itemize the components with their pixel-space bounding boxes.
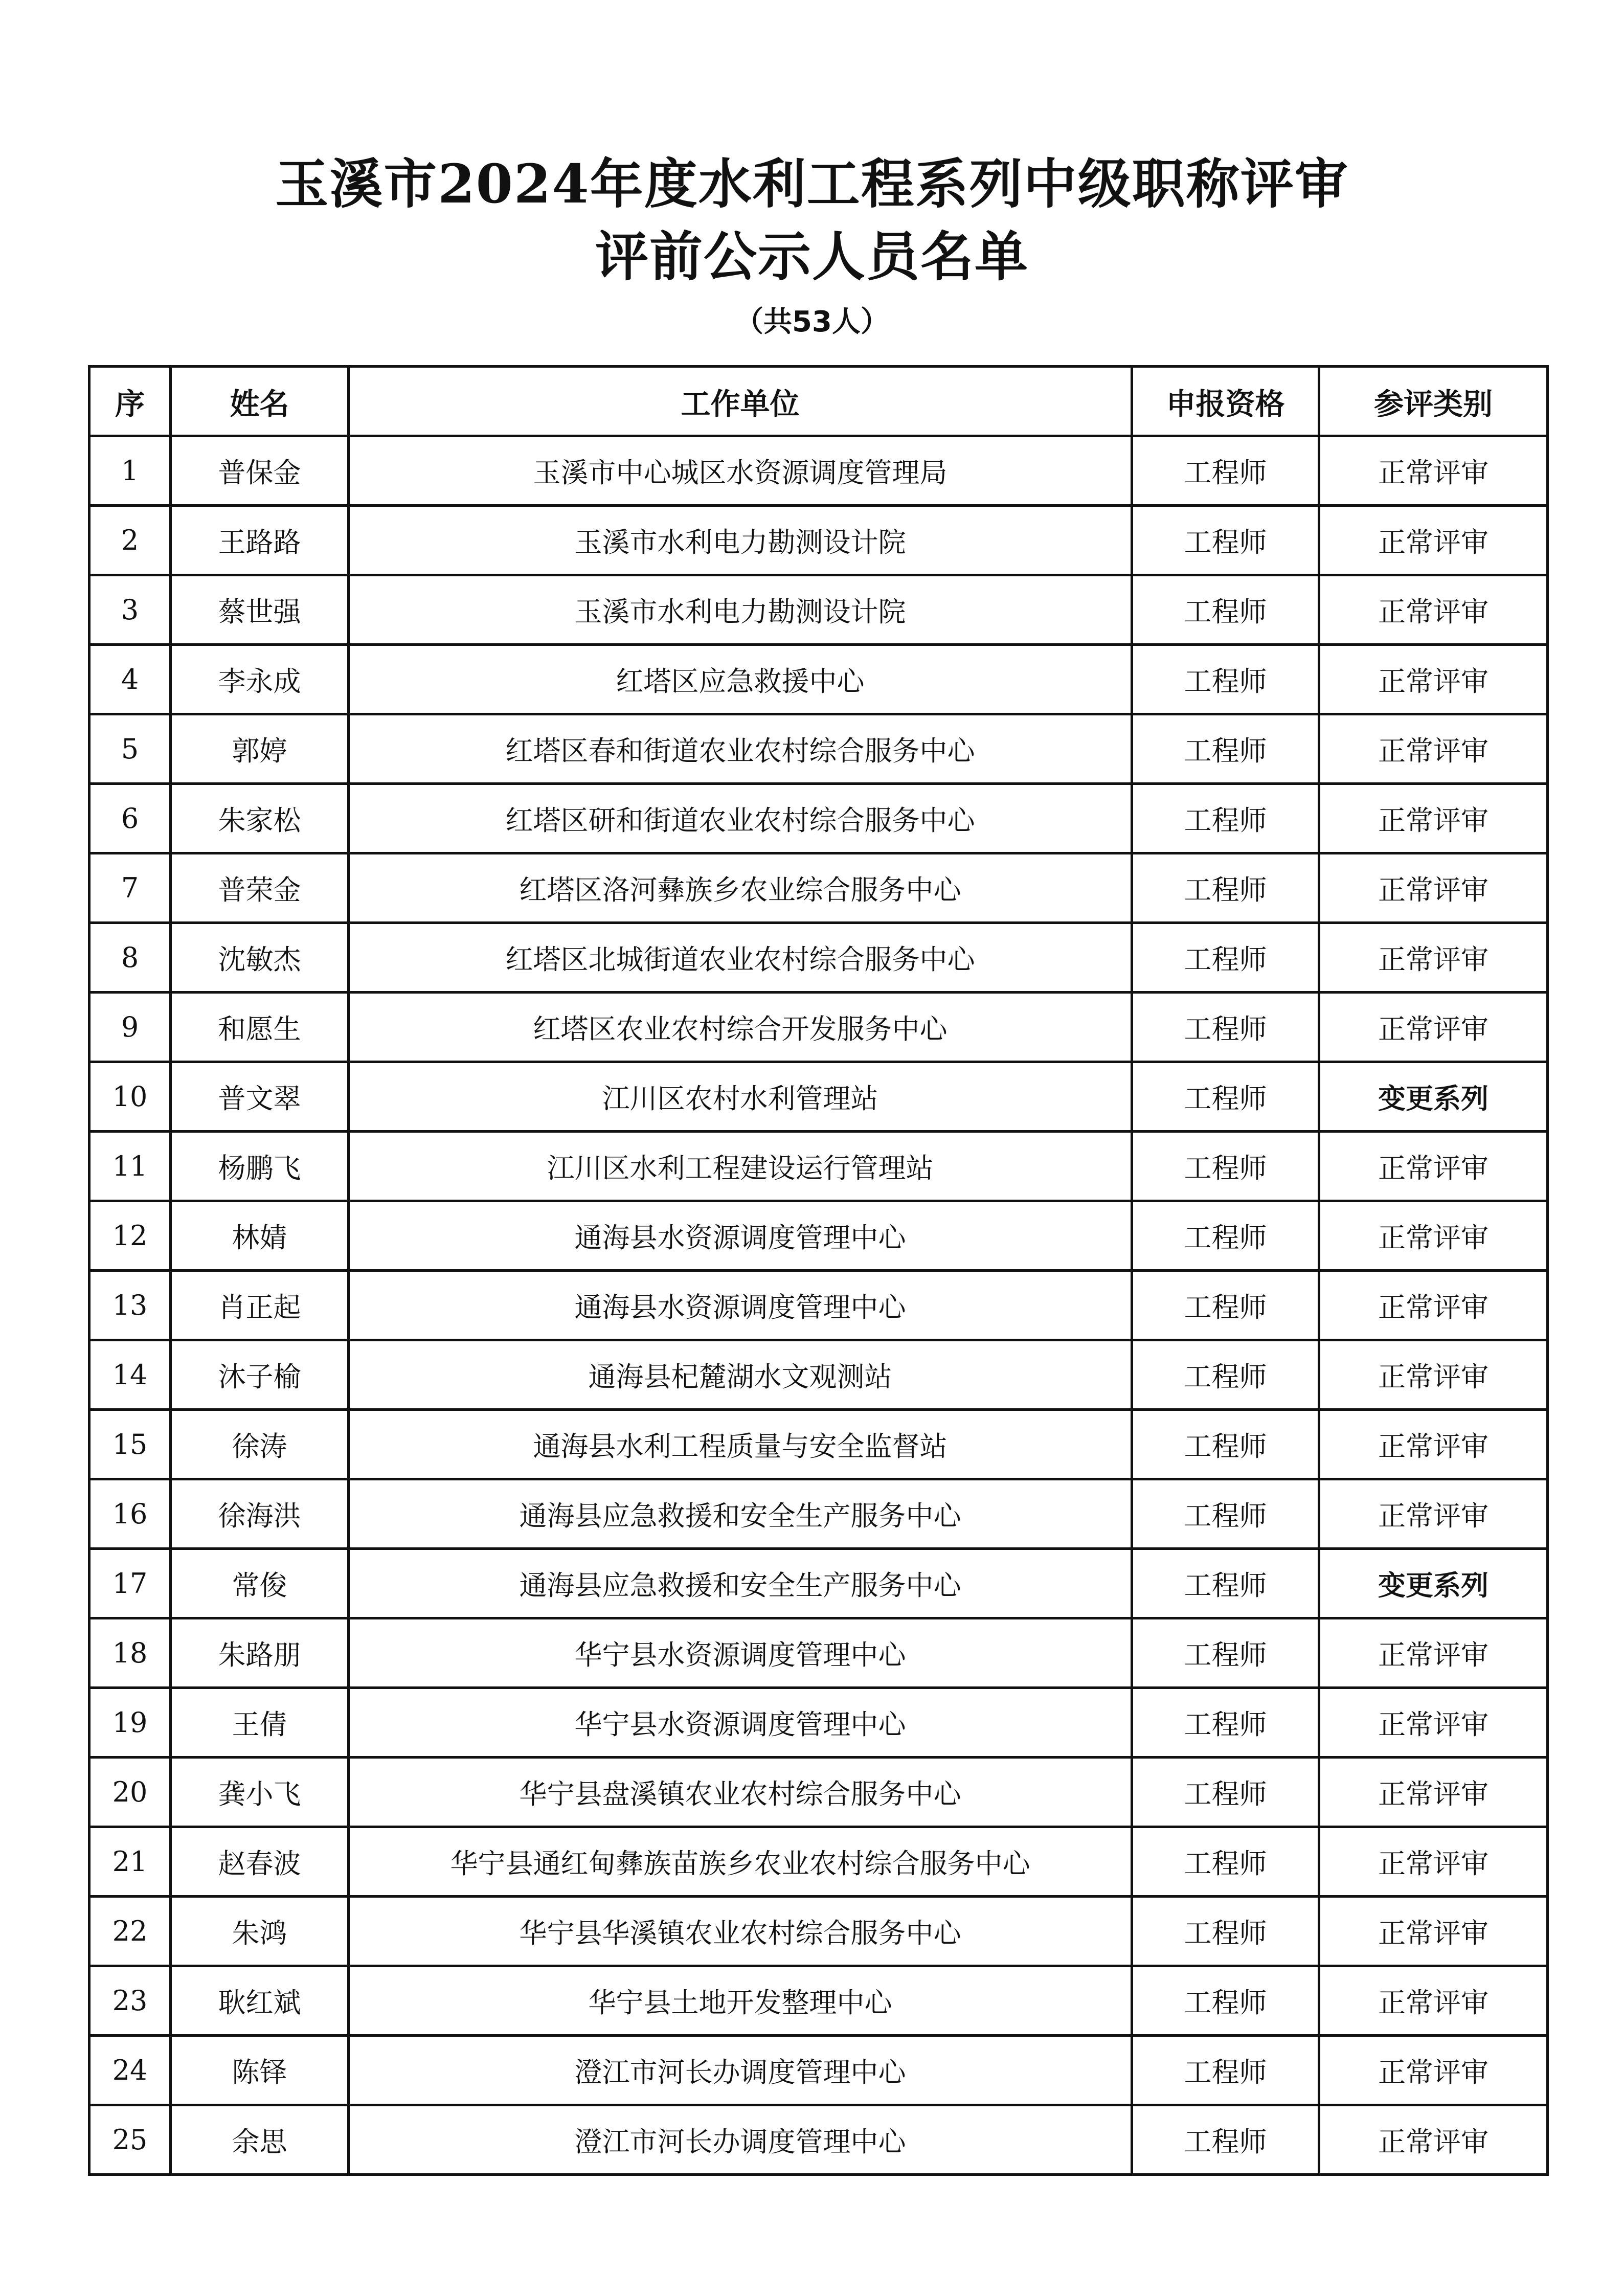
cell-category: 正常评审 bbox=[1319, 923, 1548, 993]
cell-name: 赵春波 bbox=[171, 1827, 349, 1897]
cell-seq: 10 bbox=[89, 1062, 171, 1132]
cell-name: 余思 bbox=[171, 2105, 349, 2175]
cell-unit: 华宁县土地开发整理中心 bbox=[349, 1966, 1132, 2036]
cell-category: 变更系列 bbox=[1319, 1549, 1548, 1618]
table-row bbox=[89, 506, 1548, 575]
cell-unit: 华宁县水资源调度管理中心 bbox=[349, 1688, 1132, 1758]
table-row bbox=[89, 1897, 1548, 1966]
document-subtitle: （共53人） bbox=[735, 305, 889, 339]
document-title-line2: 评前公示人员名单 bbox=[595, 225, 1029, 288]
cell-name: 陈铎 bbox=[171, 2036, 349, 2105]
table-row bbox=[89, 1062, 1548, 1132]
cell-category: 变更系列 bbox=[1319, 1062, 1548, 1132]
cell-unit: 华宁县通红甸彝族苗族乡农业农村综合服务中心 bbox=[349, 1827, 1132, 1897]
cell-name: 常俊 bbox=[171, 1549, 349, 1618]
roster-table bbox=[88, 365, 1549, 2176]
cell-unit: 通海县杞麓湖水文观测站 bbox=[349, 1340, 1132, 1410]
cell-category: 正常评审 bbox=[1319, 1688, 1548, 1758]
cell-qualification: 工程师 bbox=[1132, 436, 1319, 506]
cell-category: 正常评审 bbox=[1319, 2105, 1548, 2175]
cell-seq: 21 bbox=[89, 1827, 171, 1897]
table-row bbox=[89, 1549, 1548, 1618]
cell-seq: 7 bbox=[89, 853, 171, 923]
cell-qualification: 工程师 bbox=[1132, 506, 1319, 575]
document-title-line1: 玉溪市2024年度水利工程系列中级职称评审 bbox=[275, 152, 1349, 215]
table-row bbox=[89, 1758, 1548, 1827]
cell-unit: 玉溪市中心城区水资源调度管理局 bbox=[349, 436, 1132, 506]
table-row bbox=[89, 645, 1548, 714]
cell-name: 普文翠 bbox=[171, 1062, 349, 1132]
table-body bbox=[89, 436, 1548, 2175]
cell-name: 朱家松 bbox=[171, 784, 349, 853]
table-header-row bbox=[89, 367, 1548, 436]
cell-name: 耿红斌 bbox=[171, 1966, 349, 2036]
cell-category: 正常评审 bbox=[1319, 1758, 1548, 1827]
cell-seq: 18 bbox=[89, 1618, 171, 1688]
table-row bbox=[89, 784, 1548, 853]
cell-name: 王路路 bbox=[171, 506, 349, 575]
cell-name: 肖正起 bbox=[171, 1271, 349, 1340]
cell-category: 正常评审 bbox=[1319, 1410, 1548, 1479]
header-qualification: 申报资格 bbox=[1132, 367, 1319, 436]
cell-unit: 红塔区北城街道农业农村综合服务中心 bbox=[349, 923, 1132, 993]
table-row bbox=[89, 2036, 1548, 2105]
cell-name: 龚小飞 bbox=[171, 1758, 349, 1827]
cell-qualification: 工程师 bbox=[1132, 1340, 1319, 1410]
cell-name: 沈敏杰 bbox=[171, 923, 349, 993]
table-row bbox=[89, 853, 1548, 923]
cell-qualification: 工程师 bbox=[1132, 1271, 1319, 1340]
cell-unit: 江川区水利工程建设运行管理站 bbox=[349, 1132, 1132, 1201]
cell-name: 林婧 bbox=[171, 1201, 349, 1271]
cell-category: 正常评审 bbox=[1319, 993, 1548, 1062]
cell-seq: 4 bbox=[89, 645, 171, 714]
cell-unit: 通海县水利工程质量与安全监督站 bbox=[349, 1410, 1132, 1479]
cell-name: 朱路朋 bbox=[171, 1618, 349, 1688]
cell-name: 徐涛 bbox=[171, 1410, 349, 1479]
cell-unit: 玉溪市水利电力勘测设计院 bbox=[349, 506, 1132, 575]
header-category: 参评类别 bbox=[1319, 367, 1548, 436]
cell-seq: 8 bbox=[89, 923, 171, 993]
cell-unit: 通海县应急救援和安全生产服务中心 bbox=[349, 1549, 1132, 1618]
cell-qualification: 工程师 bbox=[1132, 1132, 1319, 1201]
cell-qualification: 工程师 bbox=[1132, 1827, 1319, 1897]
table-row bbox=[89, 1966, 1548, 2036]
table-row bbox=[89, 714, 1548, 784]
cell-category: 正常评审 bbox=[1319, 575, 1548, 645]
cell-seq: 19 bbox=[89, 1688, 171, 1758]
cell-name: 沐子榆 bbox=[171, 1340, 349, 1410]
table-row bbox=[89, 1132, 1548, 1201]
cell-name: 王倩 bbox=[171, 1688, 349, 1758]
cell-category: 正常评审 bbox=[1319, 1897, 1548, 1966]
cell-seq: 15 bbox=[89, 1410, 171, 1479]
cell-qualification: 工程师 bbox=[1132, 1688, 1319, 1758]
cell-unit: 通海县水资源调度管理中心 bbox=[349, 1271, 1132, 1340]
cell-unit: 红塔区研和街道农业农村综合服务中心 bbox=[349, 784, 1132, 853]
table-row bbox=[89, 2105, 1548, 2175]
header-seq: 序 bbox=[89, 367, 171, 436]
cell-unit: 通海县水资源调度管理中心 bbox=[349, 1201, 1132, 1271]
table-row bbox=[89, 1827, 1548, 1897]
cell-seq: 24 bbox=[89, 2036, 171, 2105]
cell-qualification: 工程师 bbox=[1132, 1618, 1319, 1688]
cell-unit: 华宁县水资源调度管理中心 bbox=[349, 1618, 1132, 1688]
cell-qualification: 工程师 bbox=[1132, 1966, 1319, 2036]
cell-seq: 13 bbox=[89, 1271, 171, 1340]
cell-seq: 1 bbox=[89, 436, 171, 506]
cell-category: 正常评审 bbox=[1319, 645, 1548, 714]
cell-qualification: 工程师 bbox=[1132, 714, 1319, 784]
cell-qualification: 工程师 bbox=[1132, 1201, 1319, 1271]
cell-qualification: 工程师 bbox=[1132, 1479, 1319, 1549]
cell-qualification: 工程师 bbox=[1132, 575, 1319, 645]
cell-seq: 22 bbox=[89, 1897, 171, 1966]
cell-unit: 红塔区农业农村综合开发服务中心 bbox=[349, 993, 1132, 1062]
cell-category: 正常评审 bbox=[1319, 1479, 1548, 1549]
cell-seq: 23 bbox=[89, 1966, 171, 2036]
cell-name: 郭婷 bbox=[171, 714, 349, 784]
table-row bbox=[89, 1340, 1548, 1410]
header-unit: 工作单位 bbox=[349, 367, 1132, 436]
cell-category: 正常评审 bbox=[1319, 506, 1548, 575]
header-name: 姓名 bbox=[171, 367, 349, 436]
table-row bbox=[89, 923, 1548, 993]
cell-category: 正常评审 bbox=[1319, 853, 1548, 923]
cell-unit: 红塔区应急救援中心 bbox=[349, 645, 1132, 714]
cell-seq: 16 bbox=[89, 1479, 171, 1549]
cell-unit: 华宁县华溪镇农业农村综合服务中心 bbox=[349, 1897, 1132, 1966]
table-row bbox=[89, 436, 1548, 506]
cell-seq: 14 bbox=[89, 1340, 171, 1410]
cell-qualification: 工程师 bbox=[1132, 993, 1319, 1062]
cell-qualification: 工程师 bbox=[1132, 1758, 1319, 1827]
cell-name: 李永成 bbox=[171, 645, 349, 714]
table-row bbox=[89, 1479, 1548, 1549]
cell-category: 正常评审 bbox=[1319, 2036, 1548, 2105]
cell-category: 正常评审 bbox=[1319, 1340, 1548, 1410]
cell-qualification: 工程师 bbox=[1132, 2105, 1319, 2175]
cell-unit: 红塔区春和街道农业农村综合服务中心 bbox=[349, 714, 1132, 784]
cell-seq: 5 bbox=[89, 714, 171, 784]
cell-category: 正常评审 bbox=[1319, 436, 1548, 506]
cell-seq: 2 bbox=[89, 506, 171, 575]
table-row bbox=[89, 993, 1548, 1062]
cell-qualification: 工程师 bbox=[1132, 645, 1319, 714]
cell-unit: 澄江市河长办调度管理中心 bbox=[349, 2036, 1132, 2105]
cell-seq: 6 bbox=[89, 784, 171, 853]
cell-name: 蔡世强 bbox=[171, 575, 349, 645]
cell-seq: 25 bbox=[89, 2105, 171, 2175]
cell-seq: 12 bbox=[89, 1201, 171, 1271]
cell-unit: 澄江市河长办调度管理中心 bbox=[349, 2105, 1132, 2175]
cell-qualification: 工程师 bbox=[1132, 784, 1319, 853]
cell-qualification: 工程师 bbox=[1132, 2036, 1319, 2105]
cell-name: 杨鹏飞 bbox=[171, 1132, 349, 1201]
cell-seq: 3 bbox=[89, 575, 171, 645]
table-row bbox=[89, 1688, 1548, 1758]
cell-seq: 17 bbox=[89, 1549, 171, 1618]
cell-qualification: 工程师 bbox=[1132, 1549, 1319, 1618]
cell-name: 普保金 bbox=[171, 436, 349, 506]
cell-qualification: 工程师 bbox=[1132, 923, 1319, 993]
cell-seq: 9 bbox=[89, 993, 171, 1062]
cell-name: 和愿生 bbox=[171, 993, 349, 1062]
cell-name: 徐海洪 bbox=[171, 1479, 349, 1549]
cell-category: 正常评审 bbox=[1319, 1201, 1548, 1271]
cell-unit: 江川区农村水利管理站 bbox=[349, 1062, 1132, 1132]
cell-category: 正常评审 bbox=[1319, 714, 1548, 784]
cell-category: 正常评审 bbox=[1319, 1271, 1548, 1340]
cell-qualification: 工程师 bbox=[1132, 1897, 1319, 1966]
cell-unit: 红塔区洛河彝族乡农业综合服务中心 bbox=[349, 853, 1132, 923]
cell-name: 普荣金 bbox=[171, 853, 349, 923]
cell-category: 正常评审 bbox=[1319, 1827, 1548, 1897]
cell-category: 正常评审 bbox=[1319, 1966, 1548, 2036]
cell-unit: 通海县应急救援和安全生产服务中心 bbox=[349, 1479, 1132, 1549]
cell-category: 正常评审 bbox=[1319, 784, 1548, 853]
cell-unit: 华宁县盘溪镇农业农村综合服务中心 bbox=[349, 1758, 1132, 1827]
table-row bbox=[89, 1410, 1548, 1479]
cell-unit: 玉溪市水利电力勘测设计院 bbox=[349, 575, 1132, 645]
table-row bbox=[89, 1201, 1548, 1271]
table-row bbox=[89, 1618, 1548, 1688]
table-row bbox=[89, 575, 1548, 645]
table-row bbox=[89, 1271, 1548, 1340]
cell-seq: 11 bbox=[89, 1132, 171, 1201]
cell-qualification: 工程师 bbox=[1132, 1062, 1319, 1132]
cell-qualification: 工程师 bbox=[1132, 1410, 1319, 1479]
cell-category: 正常评审 bbox=[1319, 1132, 1548, 1201]
cell-name: 朱鸿 bbox=[171, 1897, 349, 1966]
cell-qualification: 工程师 bbox=[1132, 853, 1319, 923]
cell-category: 正常评审 bbox=[1319, 1618, 1548, 1688]
cell-seq: 20 bbox=[89, 1758, 171, 1827]
